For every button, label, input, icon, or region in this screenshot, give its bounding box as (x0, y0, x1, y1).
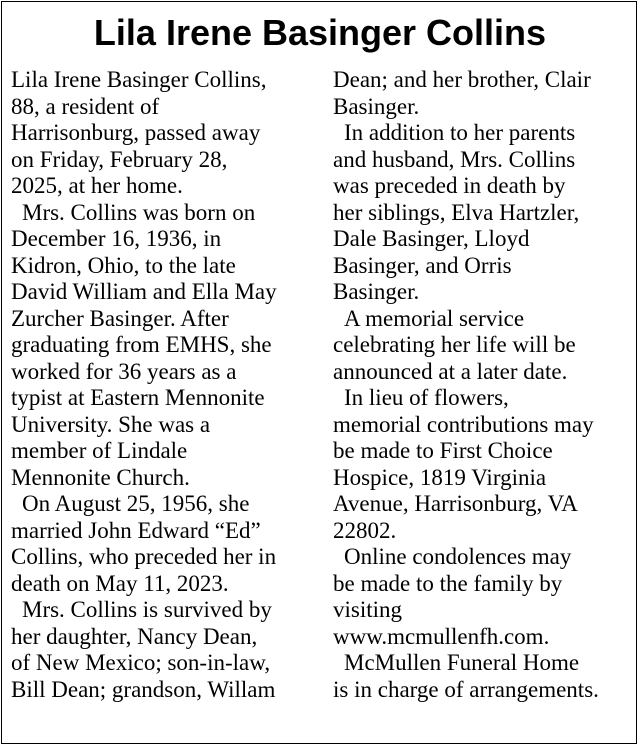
text-line: On August 25, 1956, she (22, 491, 250, 516)
obituary-title: Lila Irene Basinger Collins (93, 12, 547, 53)
text-line: and husband, Mrs. Collins (333, 146, 576, 172)
text-line: celebrating her life will be (333, 332, 576, 357)
text-line: announced at a later date. (333, 358, 568, 384)
text-line: Harrisonburg, passed away (11, 120, 261, 145)
text-line: University. She was a (11, 411, 211, 437)
text-line: December 16, 1936, in (11, 226, 222, 251)
obituary-frame (1, 1, 637, 744)
text-line: Mrs. Collins was born on (22, 199, 256, 225)
text-line: on Friday, February 28, (11, 146, 228, 172)
obituary-column-right (333, 67, 633, 703)
text-line: Avenue, Harrisonburg, VA (333, 491, 578, 516)
text-line: married John Edward “Ed” (11, 517, 261, 543)
text-line: 2025, at her home. (11, 173, 183, 198)
text-line: Collins, who preceded her in (11, 544, 277, 569)
text-line: Dale Basinger, Lloyd (333, 226, 530, 251)
text-line: graduating from EMHS, she (11, 332, 272, 357)
text-line: Hospice, 1819 Virginia (333, 464, 547, 490)
text-line: her siblings, Elva Hartzler, (333, 199, 580, 225)
text-line: Bill Dean; grandson, Willam (11, 676, 276, 702)
text-line: of New Mexico; son-in-law, (11, 650, 271, 675)
text-line: www.mcmullenfh.com. (333, 623, 550, 649)
text-line: Dean; and her brother, Clair (333, 67, 591, 92)
text-line: 22802. (333, 517, 397, 543)
text-line: member of Lindale (11, 438, 188, 463)
text-line: visiting (333, 597, 403, 622)
text-line: her daughter, Nancy Dean, (11, 623, 258, 649)
text-line: In addition to her parents (344, 120, 576, 145)
text-line: 88, a resident of (11, 93, 160, 119)
text-line: Basinger. (333, 93, 420, 119)
text-line: be made to First Choice (333, 438, 553, 463)
text-line: was preceded in death by (333, 173, 566, 198)
text-line: death on May 11, 2023. (11, 570, 229, 596)
text-line: In lieu of flowers, (344, 385, 509, 410)
text-line: Mennonite Church. (11, 464, 190, 490)
text-line: Online condolences may (344, 544, 572, 569)
text-line: Lila Irene Basinger Collins, (11, 67, 267, 92)
text-line: Basinger. (333, 279, 420, 304)
text-line: A memorial service (344, 305, 525, 331)
text-line: Mrs. Collins is survived by (22, 597, 272, 622)
text-line: is in charge of arrangements. (333, 676, 599, 702)
text-line: be made to the family by (333, 570, 563, 596)
text-line: typist at Eastern Mennonite (11, 385, 265, 410)
text-line: Kidron, Ohio, to the late (11, 252, 236, 278)
text-line: memorial contributions may (333, 411, 594, 437)
text-line: worked for 36 years as a (11, 358, 237, 384)
text-line: Zurcher Basinger. After (11, 305, 229, 331)
obituary-column-left (11, 67, 321, 703)
text-line: David William and Ella May (11, 279, 277, 304)
text-line: McMullen Funeral Home (344, 650, 580, 675)
text-line: Basinger, and Orris (333, 252, 512, 278)
